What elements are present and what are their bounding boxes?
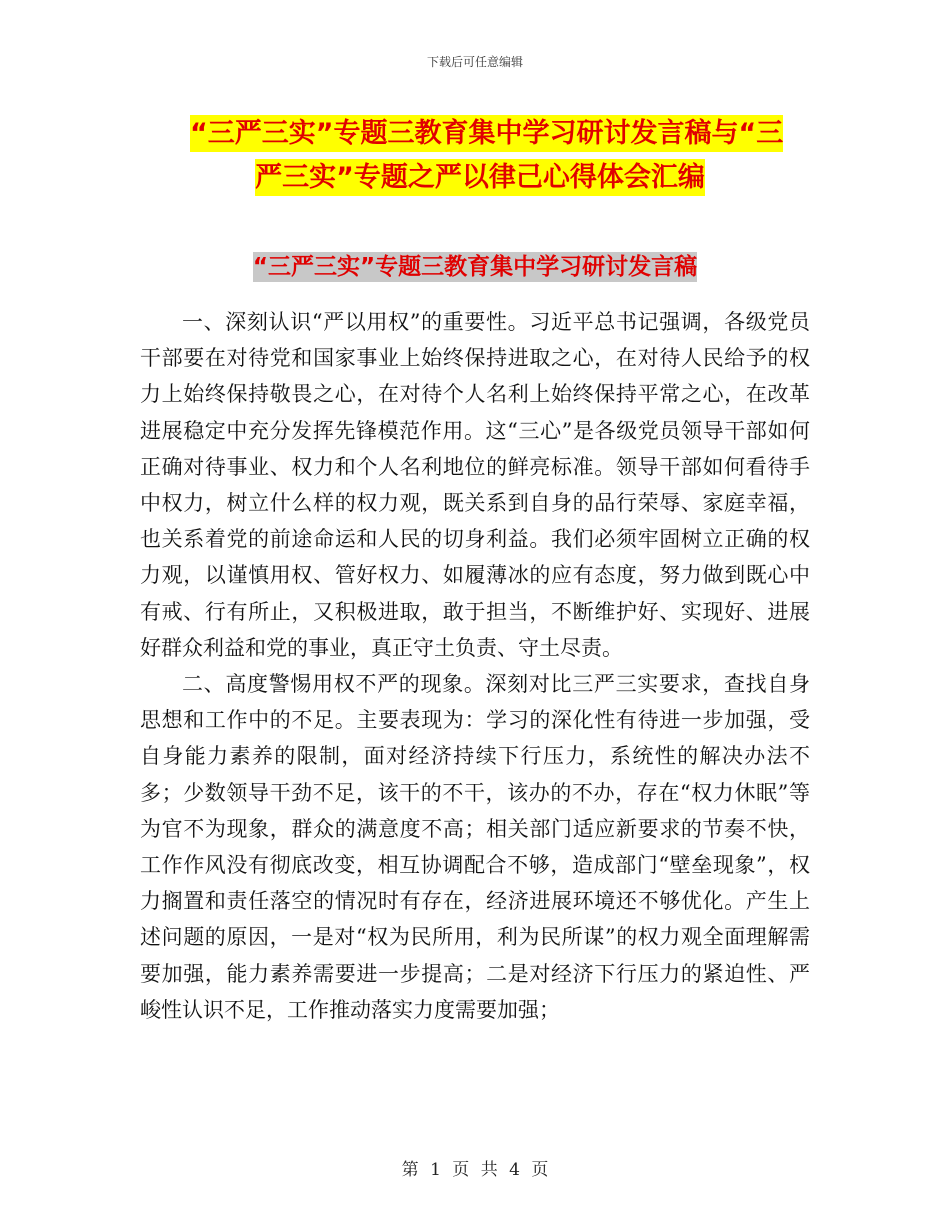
main-title-line2: 严三实”专题之严以律己心得体会汇编 <box>255 159 705 196</box>
main-title-line1: “三严三实”专题三教育集中学习研讨发言稿与“三 <box>190 115 783 152</box>
paragraph-1: 一、深刻认识“严以用权”的重要性。习近平总书记强调，各级党员干部要在对待党和国家事业上始终保持进取之心，在对待人民给予的权力上始终保持敬畏之心，在对待个人名利上始终保持平常之心，在改革进展稳定中充分发挥先锋模范作用。这“三心”是各级党员领导干部如何正确对待事业、权力和个人名利地位的鲜亮标准。领导干部如何看待手中权力，树立什么样的权力观，既关系到自身的品行荣辱、家庭幸福，也关系着党的前途命运和人民的切身利益。我们必须牢固树立正确的权力观，以谨慎用权、管好权力、如履薄冰的应有态度，努力做到既心中有戒、行有所止，又积极进取，敢于担当，不断维护好、实现好、进展好群众利益和党的事业，真正守土负责、守土尽责。 <box>140 310 810 660</box>
paragraph-2: 二、高度警惕用权不严的现象。深刻对比三严三实要求，查找自身思想和工作中的不足。主要表现为：学习的深化性有待进一步加强，受自身能力素养的限制，面对经济持续下行压力，系统性的解决办法不多；少数领导干劲不足，该干的不干，该办的不办，存在“权力休眠”等为官不为现象，群众的满意度不高；相关部门适应新要求的节奏不快，工作作风没有彻底改变，相互协调配合不够，造成部门“壁垒现象”，权力搁置和责任落空的情况时有存在，经济进展环境还不够优化。产生上述问题的原因，一是对“权为民所用，利为民所谋”的权力观全面理解需要加强，能力素养需要进一步提高；二是对经济下行压力的紧迫性、严峻性认识不足，工作推动落实力度需要加强； <box>140 672 810 1022</box>
section-title-text: “三严三实”专题三教育集中学习研讨发言稿 <box>252 254 698 280</box>
page-number-footer: 第 1 页 共 4 页 <box>401 1160 549 1180</box>
section-title <box>0 248 950 281</box>
header-note: 下载后可任意编辑 <box>426 55 523 69</box>
document-main-title <box>190 112 810 200</box>
document-body <box>140 304 810 1028</box>
